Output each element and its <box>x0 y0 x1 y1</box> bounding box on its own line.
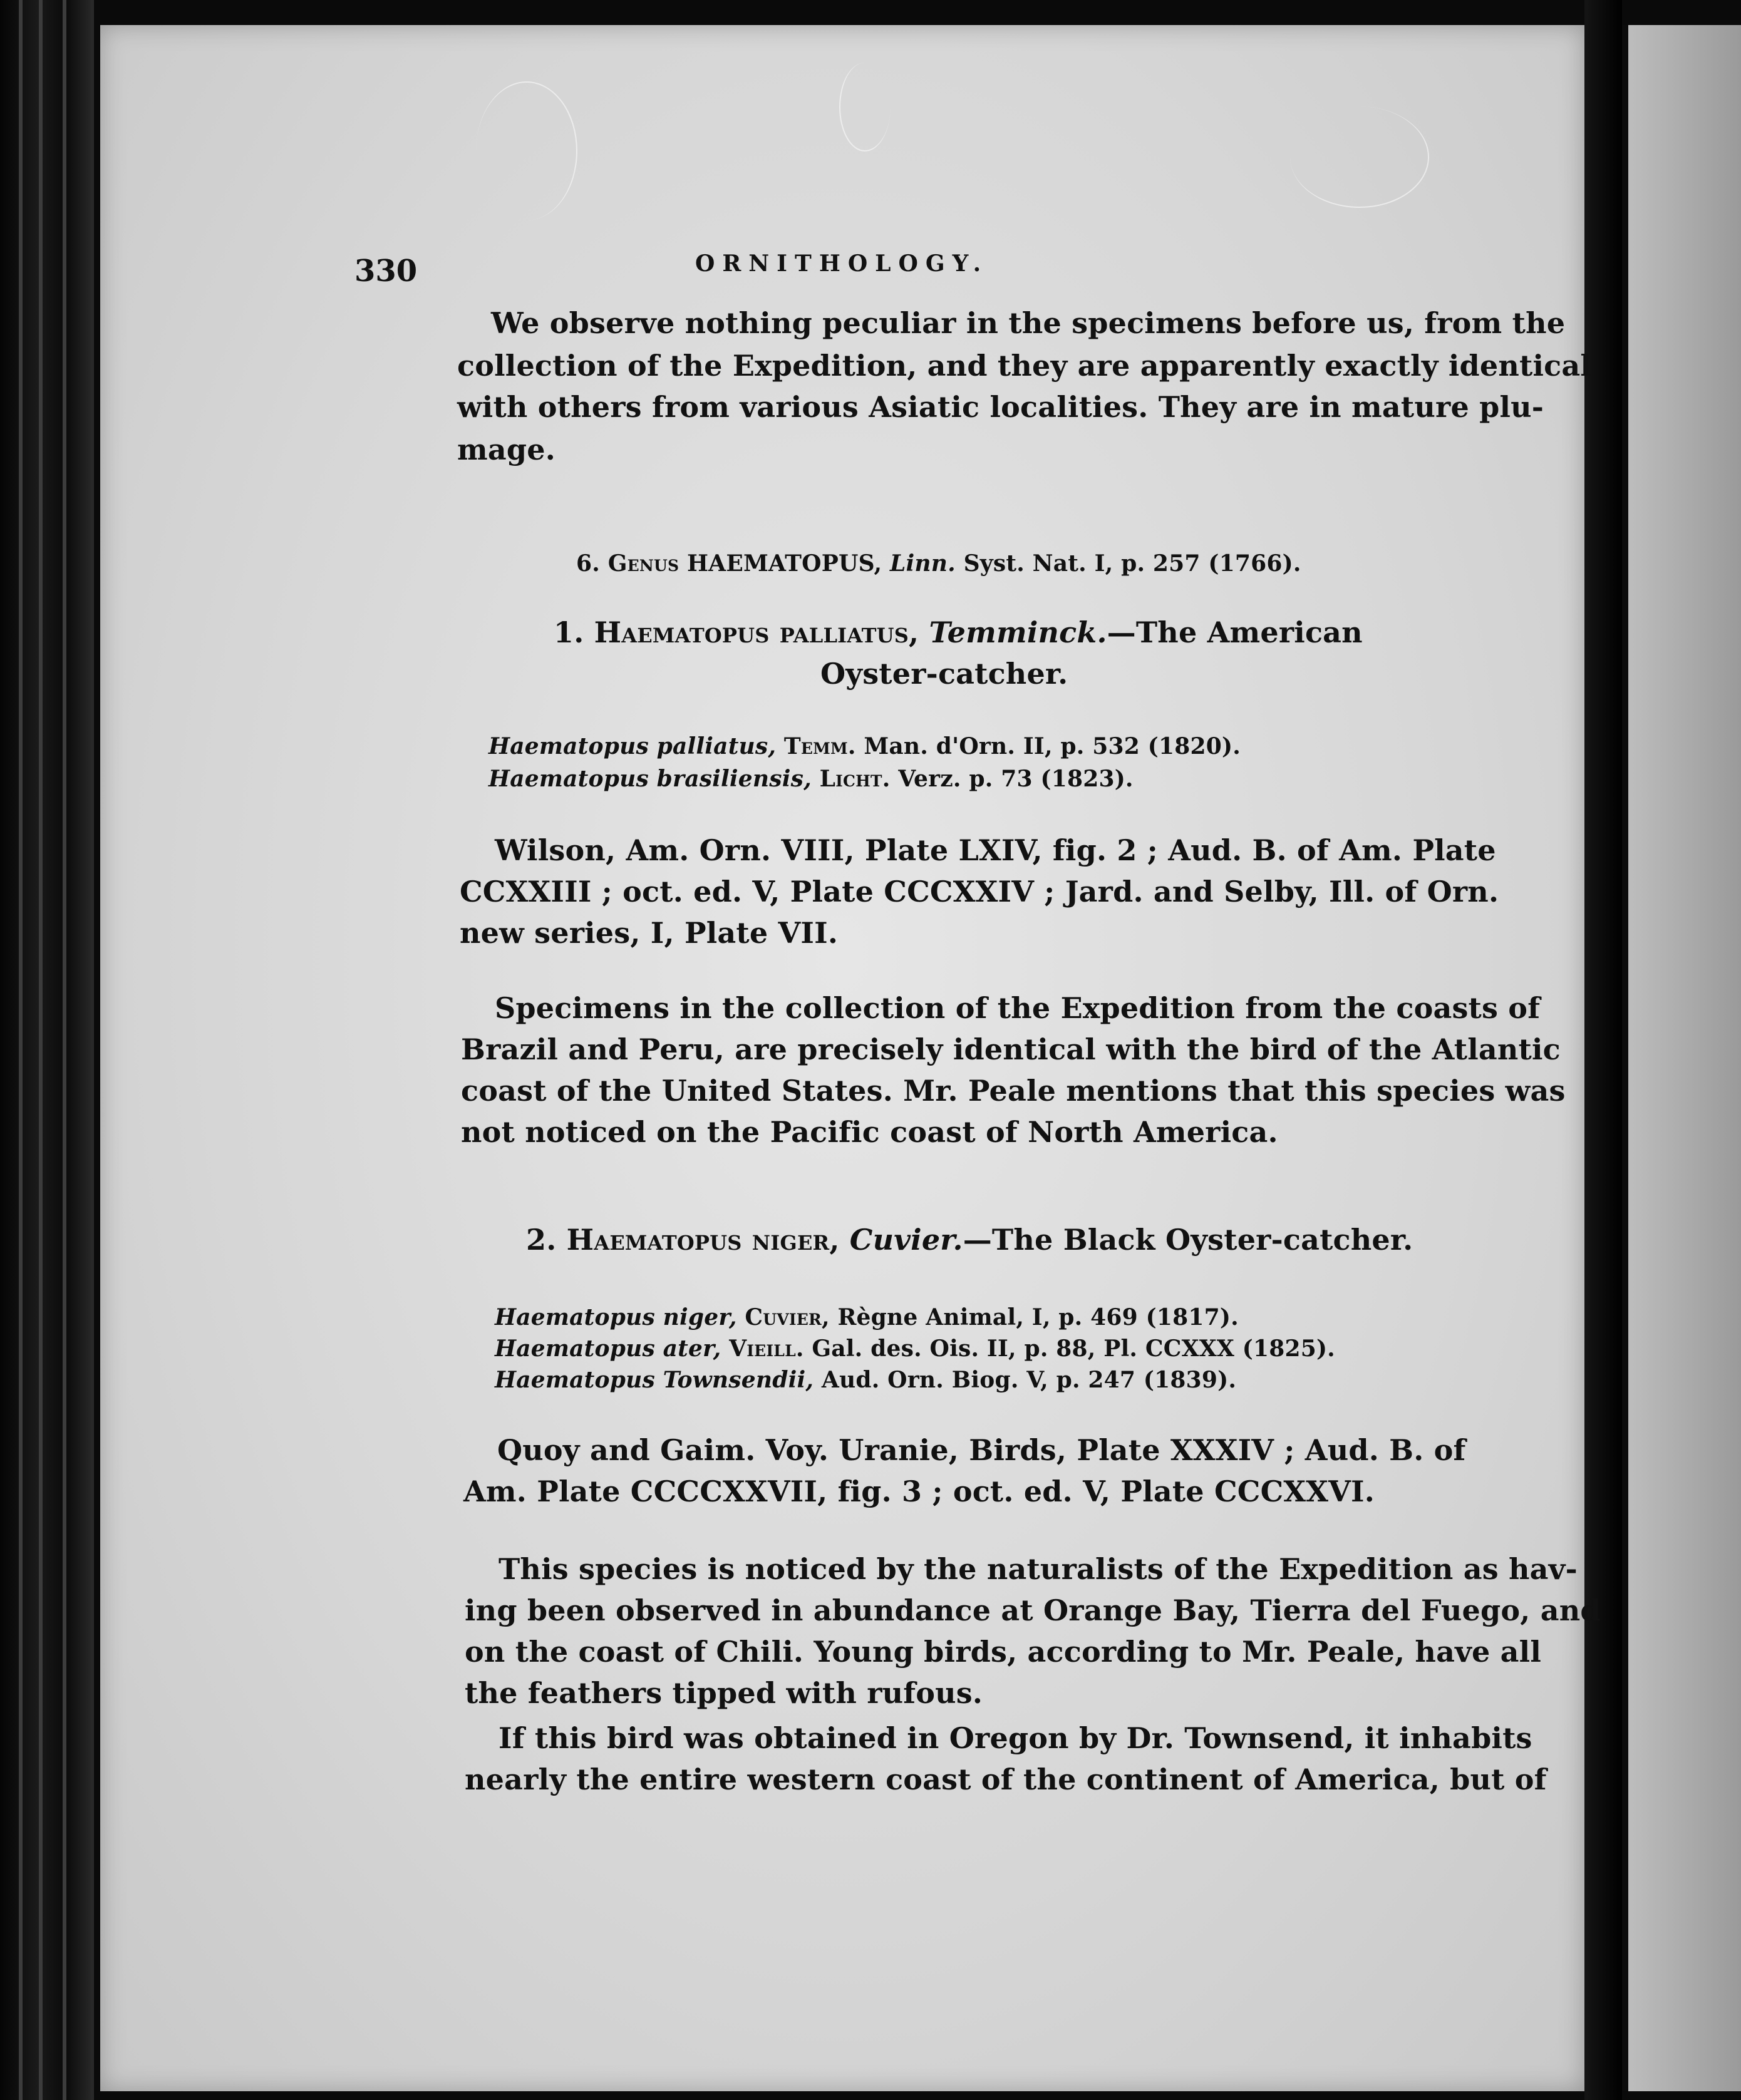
remarks-line: nearly the entire western coast of the continent of America, but of <box>465 1763 1547 1796</box>
synonym-entry: Haematopus niger, Cuvier, Règne Animal, I, p. 469 (1817). <box>495 1304 1239 1331</box>
intro-line: We observe nothing peculiar in the specimens before us, from the <box>491 306 1566 340</box>
remarks-line: ing been observed in abundance at Orange Bay, Tierra del Fuego, and <box>465 1593 1601 1627</box>
intro-line: collection of the Expedition, and they are apparently exactly identical <box>457 349 1592 383</box>
remarks-line: If this bird was obtained in Oregon by Dr. Townsend, it inhabits <box>499 1721 1532 1755</box>
remarks-line: Specimens in the collection of the Expedition from the coasts of <box>495 991 1541 1025</box>
remarks-line: on the coast of Chili. Young birds, according to Mr. Peale, have all <box>465 1635 1542 1669</box>
remarks-line: not noticed on the Pacific coast of North America. <box>461 1115 1278 1149</box>
running-head: ORNITHOLOGY. <box>695 250 989 277</box>
remarks-line: Brazil and Peru, are precisely identical with the bird of the Atlantic <box>461 1032 1561 1066</box>
intro-line: mage. <box>457 433 555 466</box>
intro-line: with others from various Asiatic localities. They are in mature plu- <box>457 390 1544 424</box>
plates-line: Quoy and Gaim. Voy. Uranie, Birds, Plate XXXIV ; Aud. B. of <box>497 1433 1466 1467</box>
plates-line: Wilson, Am. Orn. VIII, Plate LXIV, fig. 2 ; Aud. B. of Am. Plate <box>495 833 1496 867</box>
remarks-line: This species is noticed by the naturalists of the Expedition as hav- <box>499 1552 1578 1586</box>
synonym-entry: Haematopus palliatus, Temm. Man. d'Orn. II, p. 532 (1820). <box>488 733 1241 759</box>
species-heading: 1. Haematopus palliatus, Temminck.—The American <box>554 615 1363 649</box>
plates-line: new series, I, Plate VII. <box>460 916 839 950</box>
page-number: 330 <box>354 254 418 289</box>
synonym-entry: Haematopus ater, Vieill. Gal. des. Ois. II, p. 88, Pl. CCXXX (1825). <box>495 1336 1335 1362</box>
remarks-line: the feathers tipped with rufous. <box>465 1676 983 1710</box>
synonym-entry: Haematopus Townsendii, Aud. Orn. Biog. V, p. 247 (1839). <box>495 1367 1237 1393</box>
species-heading-line2: Oyster-catcher. <box>820 657 1068 691</box>
genus-heading: 6. Genus HAEMATOPUS, Linn. Syst. Nat. I, p. 257 (1766). <box>576 550 1301 577</box>
plates-line: Am. Plate CCCCXXVII, fig. 3 ; oct. ed. V, Plate CCCXXVI. <box>463 1475 1375 1508</box>
plates-line: CCXXIII ; oct. ed. V, Plate CCCXXIV ; Jard. and Selby, Ill. of Orn. <box>460 875 1499 908</box>
synonym-entry: Haematopus brasiliensis, Licht. Verz. p. 73 (1823). <box>488 766 1134 792</box>
remarks-line: coast of the United States. Mr. Peale mentions that this species was <box>461 1074 1566 1108</box>
species-heading: 2. Haematopus niger, Cuvier.—The Black Oyster-catcher. <box>526 1223 1413 1257</box>
